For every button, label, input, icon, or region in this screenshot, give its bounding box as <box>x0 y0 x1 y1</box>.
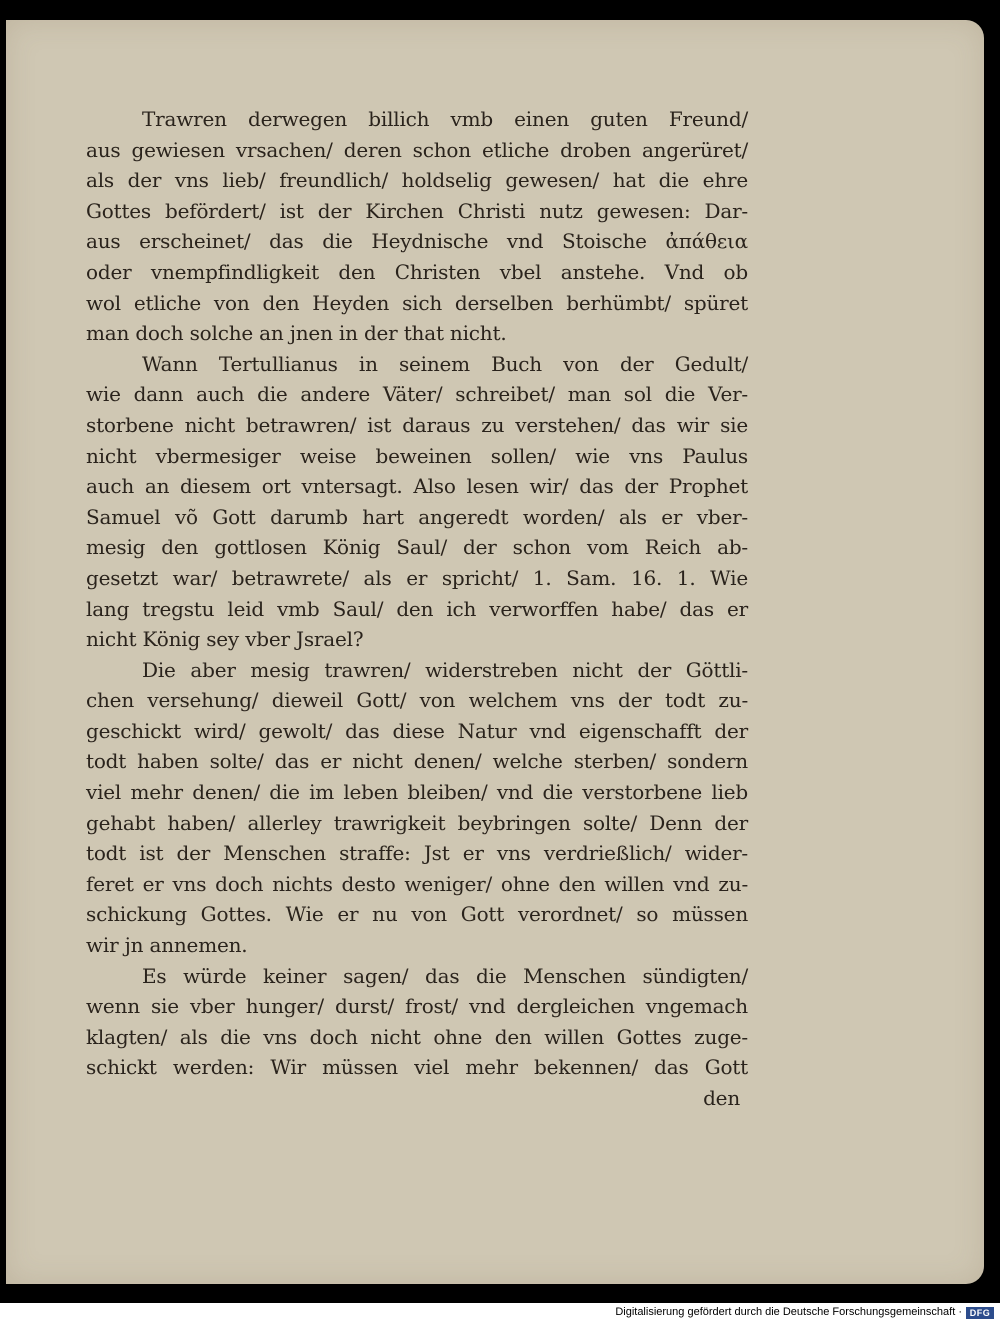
text-line: schickt werden: Wir müssen viel mehr bekennen/ das Gott <box>86 1055 748 1080</box>
book-page <box>6 20 984 1284</box>
text-line: als der vns lieb/ freundlich/ holdselig gewesen/ hat die ehre <box>86 168 748 193</box>
text-line: klagten/ als die vns doch nicht ohne den willen Gottes zuge- <box>86 1024 748 1049</box>
text-line: Trawren derwegen billich vmb einen guten Freund/ <box>142 107 748 131</box>
funding-credit: Digitalisierung gefördert durch die Deutsche Forschungsgemeinschaft · <box>615 1306 962 1318</box>
text-line: Gottes befördert/ ist der Kirchen Christi nutz gewesen: Dar- <box>86 198 748 223</box>
catchword: den <box>703 1086 740 1110</box>
text-line: viel mehr denen/ die im leben bleiben/ vnd die verstorbene lieb <box>86 780 748 805</box>
text-line: storbene nicht betrawren/ ist daraus zu verstehen/ das wir sie <box>86 412 748 437</box>
text-line: wol etliche von den Heyden sich derselben berhümbt/ spüret <box>86 290 748 315</box>
text-line: wie dann auch die andere Väter/ schreibet/ man sol die Ver- <box>86 382 748 407</box>
text-line: man doch solche an jnen in der that nicht. <box>86 321 507 346</box>
footer-bar <box>0 1303 1000 1323</box>
text-line: aus gewiesen vrsachen/ deren schon etliche droben angerüret/ <box>86 137 748 162</box>
text-line: todt haben solte/ das er nicht denen/ welche sterben/ sondern <box>86 749 748 774</box>
text-line: Wann Tertullianus in seinem Buch von der Gedult/ <box>142 351 748 376</box>
text-line: mesig den gottlosen König Saul/ der schon vom Reich ab- <box>86 535 748 560</box>
text-line: wenn sie vber hunger/ durst/ frost/ vnd dergleichen vngemach <box>86 994 748 1019</box>
text-line: chen versehung/ dieweil Gott/ von welchem vns der todt zu- <box>86 688 748 713</box>
text-line: Die aber mesig trawren/ widerstreben nicht der Göttli- <box>142 657 748 682</box>
text-line: auch an diesem ort vntersagt. Also lesen wir/ das der Prophet <box>86 474 748 499</box>
text-line: oder vnempfindligkeit den Christen vbel anstehe. Vnd ob <box>86 259 748 284</box>
text-line: gesetzt war/ betrawrete/ als er spricht/ 1. Sam. 16. 1. Wie <box>86 565 748 590</box>
dfg-logo-icon: DFG <box>966 1307 994 1319</box>
text-line: nicht König sey vber Jsrael? <box>86 627 364 652</box>
text-line: aus erscheinet/ das die Heydnische vnd Stoische ἀπάθεια <box>86 229 748 254</box>
text-line: feret er vns doch nichts desto weniger/ ohne den willen vnd zu- <box>86 871 748 896</box>
text-line: geschickt wird/ gewolt/ das diese Natur vnd eigenschafft der <box>86 718 748 743</box>
page-text <box>86 104 748 1114</box>
text-line: lang tregstu leid vmb Saul/ den ich verworffen habe/ das er <box>86 596 748 621</box>
text-line: todt ist der Menschen straffe: Jst er vns verdrießlich/ wider- <box>86 841 748 866</box>
text-line: Es würde keiner sagen/ das die Menschen sündigten/ <box>142 963 748 988</box>
text-line: wir jn annemen. <box>86 933 248 958</box>
text-line: Samuel võ Gott darumb hart angeredt worden/ als er vber- <box>86 504 748 529</box>
text-line: gehabt haben/ allerley trawrigkeit beybringen solte/ Denn der <box>86 810 748 835</box>
text-line: schickung Gottes. Wie er nu von Gott verordnet/ so müssen <box>86 902 748 927</box>
text-line: nicht vbermesiger weise beweinen sollen/ wie vns Paulus <box>86 443 748 468</box>
